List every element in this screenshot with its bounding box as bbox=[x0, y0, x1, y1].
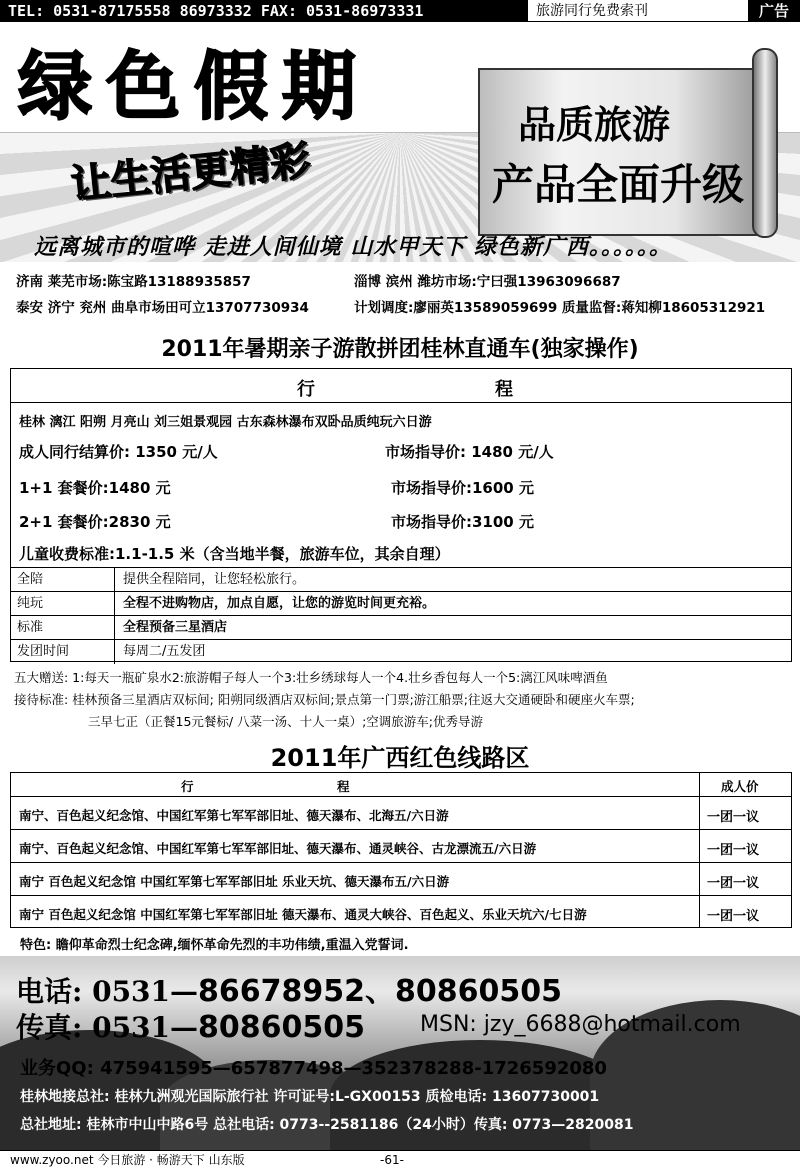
section1-title: 2011年暑期亲子游散拼团桂林直通车(独家操作) bbox=[161, 337, 639, 362]
fax-line bbox=[16, 1006, 365, 1046]
scroll-banner bbox=[478, 48, 778, 238]
subtitle: 让生活更精彩 bbox=[68, 136, 313, 209]
header-left: 行 bbox=[181, 779, 194, 794]
red-route-header bbox=[11, 773, 791, 797]
service-value: 全程预备三星酒店 bbox=[123, 620, 228, 635]
top-bar bbox=[0, 0, 800, 22]
contact-taian: 泰安 济宁 兖州 曲阜市场田可立13707730934 bbox=[16, 300, 309, 316]
header-price: 成人价 bbox=[721, 779, 759, 794]
address-info: 总社地址: 桂林市中山中路6号 总社电话: 0773--2581186（24小时）传真: 0773—2820081 bbox=[20, 1117, 634, 1133]
service-value: 每周二/五发团 bbox=[123, 644, 206, 659]
contact-zibo: 淄博 滨州 潍坊市场:宁曰强13963096687 bbox=[354, 274, 621, 290]
service-label: 发团时间 bbox=[11, 640, 115, 664]
bottom-bar bbox=[0, 1150, 800, 1168]
phone-line bbox=[16, 966, 562, 1010]
phone-numbers: 86678952、80860505 bbox=[198, 974, 563, 1009]
fax-label: 传真: bbox=[16, 1011, 83, 1044]
itinerary-text: 桂林 漓江 阳朔 月亮山 刘三姐景观园 古东森林瀑布双卧品质纯玩六日游 bbox=[19, 415, 432, 430]
header-mid: 程 bbox=[337, 779, 350, 794]
gifts-note: 五大赠送: 1:每天一瓶矿泉水2:旅游帽子每人一个3:壮乡绣球每人一个4.壮乡香包每人一个5:漓江风味啤酒鱼 bbox=[14, 670, 608, 685]
scroll-line-2: 产品全面升级 bbox=[492, 160, 745, 209]
standard-note-1: 接待标准: 桂林预备三星酒店双标间; 阳朔同级酒店双标间;景点第一门票;游江船票;往返大交通硬卧和硬座火车票; bbox=[14, 692, 635, 707]
route-text: 南宁 百色起义纪念馆 中国红军第七军军部旧址 乐业天坑、德天瀑布五/六日游 bbox=[19, 874, 450, 889]
red-route-table bbox=[10, 772, 792, 928]
adult-market-price: 市场指导价: 1480 元/人 bbox=[385, 443, 554, 461]
route-price: 一团一议 bbox=[707, 876, 760, 891]
package-1-market-price: 市场指导价:1600 元 bbox=[391, 479, 534, 497]
child-price: 儿童收费标准:1.1-1.5 米（含当地半餐，旅游车位，其余自理） bbox=[19, 545, 450, 563]
service-row bbox=[11, 568, 791, 592]
page-title: 绿色假期 bbox=[18, 44, 370, 130]
topbar-contact: TEL: 0531-87175558 86973332 FAX: 0531-86973331 bbox=[0, 0, 528, 22]
ad-badge: 广告 bbox=[748, 0, 800, 22]
footer-panel bbox=[0, 956, 800, 1150]
contact-jinan: 济南 莱芜市场:陈宝路13188935857 bbox=[16, 274, 251, 290]
tour-table-header bbox=[11, 369, 791, 403]
phone-label: 电话: bbox=[16, 975, 83, 1008]
scroll-line-1: 品质旅游 bbox=[518, 102, 671, 147]
service-value: 全程不进购物店，加点自愿，让您的游览时间更充裕。 bbox=[123, 596, 436, 611]
table-row bbox=[11, 797, 791, 830]
table-row bbox=[11, 863, 791, 896]
section2-title: 2011年广西红色线路区 bbox=[270, 744, 530, 772]
route-text: 南宁、百色起义纪念馆、中国红军第七军军部旧址、德天瀑布、通灵峡谷、古龙漂流五/六日游 bbox=[19, 841, 537, 856]
tour-table bbox=[10, 368, 792, 662]
qq-contact: 业务QQ: 475941595—657877498—352378288-1726592080 bbox=[20, 1058, 607, 1079]
contacts-block bbox=[0, 266, 800, 322]
service-label: 纯玩 bbox=[11, 592, 115, 615]
service-label: 全陪 bbox=[11, 568, 115, 591]
package-2-market-price: 市场指导价:3100 元 bbox=[391, 513, 534, 531]
route-price: 一团一议 bbox=[707, 843, 760, 858]
service-row bbox=[11, 592, 791, 616]
standard-note-2: 三早七正（正餐15元餐标/ 八菜一汤、十人一桌）;空调旅游车;优秀导游 bbox=[88, 714, 484, 729]
contact-dispatch: 计划调度:廖丽英13589059699 质量监督:蒋知柳18605312921 bbox=[354, 300, 766, 316]
scroll-roll bbox=[752, 48, 778, 238]
slogan: 远离城市的喧哗 走进人间仙境 山水甲天下 绿色新广西。。。。。。 bbox=[34, 234, 672, 260]
fax-number: 80860505 bbox=[198, 1010, 366, 1045]
header-right: 程 bbox=[495, 379, 513, 400]
table-row bbox=[11, 830, 791, 863]
service-row bbox=[11, 616, 791, 640]
site-caption: www.zyoo.net 今日旅游 · 畅游天下 山东版 bbox=[10, 1153, 245, 1167]
fax-prefix: 0531— bbox=[92, 1011, 199, 1044]
service-label: 标准 bbox=[11, 616, 115, 639]
agency-info: 桂林地接总社: 桂林九洲观光国际旅行社 许可证号:L-GX00153 质检电话: 13607730001 bbox=[20, 1089, 600, 1105]
service-grid bbox=[11, 567, 791, 659]
header-left: 行 bbox=[297, 379, 315, 400]
phone-prefix: 0531— bbox=[92, 975, 199, 1008]
route-text: 南宁 百色起义纪念馆 中国红军第七军军部旧址 德天瀑布、通灵大峡谷、百色起义、乐业天坑六/七日游 bbox=[19, 907, 587, 922]
topbar-index-label: 旅游同行免费索刊 bbox=[536, 3, 648, 19]
service-row bbox=[11, 640, 791, 664]
msn-contact: MSN: jzy_6688@hotmail.com bbox=[420, 1012, 741, 1037]
package-1-price: 1+1 套餐价:1480 元 bbox=[19, 479, 171, 497]
route-price: 一团一议 bbox=[707, 909, 760, 924]
page-number: -61- bbox=[380, 1153, 404, 1167]
table-row bbox=[11, 896, 791, 929]
feature-note: 特色: 瞻仰革命烈士纪念碑,缅怀革命先烈的丰功伟绩,重温入党誓词. bbox=[20, 938, 409, 953]
adult-price: 成人同行结算价: 1350 元/人 bbox=[19, 443, 218, 461]
route-text: 南宁、百色起义纪念馆、中国红军第七军军部旧址、德天瀑布、北海五/六日游 bbox=[19, 808, 449, 823]
service-value: 提供全程陪同，让您轻松旅行。 bbox=[123, 572, 306, 587]
header-banner bbox=[0, 22, 800, 262]
route-price: 一团一议 bbox=[707, 810, 760, 825]
package-2-price: 2+1 套餐价:2830 元 bbox=[19, 513, 171, 531]
